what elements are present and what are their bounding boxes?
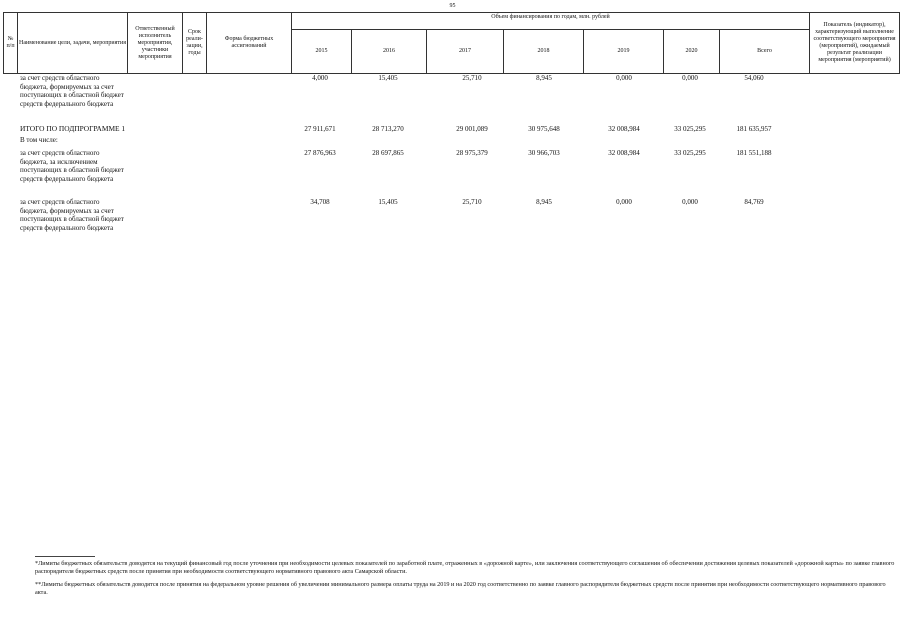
cell-2017: 25,710 bbox=[462, 74, 482, 82]
header-indicator: Показатель (индикатор), характеризующий выполнение соответствующего мероприятия (мероприятий), ожидаемый результат реализации мероприятия (мероприятий) bbox=[810, 13, 900, 74]
page-number: 95 bbox=[449, 3, 456, 9]
header-no: № п/п bbox=[4, 13, 18, 74]
cell-2016: 28 713,270 bbox=[372, 125, 404, 133]
footnote-1: *Лимиты бюджетных обязательств доводятся на текущий финансовый год после уточнения при необходимости целевых показателей по заработной плате, отраженных в «дорожной карте», или заключения соответствующего соглашения об обеспечении достижения целевых показателей «дорожной карты» по заявке главного распорядителя бюджетных средств после принятия при необходимости соответствующего нормативного правового акта Самарской области. bbox=[35, 560, 895, 575]
cell-total: 54,060 bbox=[744, 74, 764, 82]
header-term: Срок реали-зации, годы bbox=[183, 13, 207, 74]
cell-2020: 33 025,295 bbox=[674, 125, 706, 133]
table-row bbox=[3, 198, 899, 248]
cell-2017: 25,710 bbox=[462, 198, 482, 206]
cell-2017: 29 001,089 bbox=[456, 125, 488, 133]
cell-2015: 27 876,963 bbox=[304, 149, 336, 157]
row-label: ИТОГО ПО ПОДПРОГРАММЕ 1 bbox=[20, 124, 126, 133]
header-year-2020: 2020 bbox=[664, 30, 720, 74]
header-year-2018: 2018 bbox=[504, 30, 584, 74]
cell-2015: 34,708 bbox=[310, 198, 330, 206]
cell-2018: 8,945 bbox=[536, 74, 552, 82]
header-year-2019: 2019 bbox=[584, 30, 664, 74]
cell-2020: 0,000 bbox=[682, 198, 698, 206]
table-row bbox=[3, 136, 899, 146]
cell-2018: 8,945 bbox=[536, 198, 552, 206]
header-total: Всего bbox=[720, 30, 810, 74]
header-year-2016: 2016 bbox=[352, 30, 427, 74]
row-label: за счет средств областного бюджета, формируемых за счет поступающих в областной бюджет средств федерального бюджета bbox=[20, 74, 124, 108]
cell-2019: 32 008,984 bbox=[608, 149, 640, 157]
header-year-2015: 2015 bbox=[292, 30, 352, 74]
cell-2016: 15,405 bbox=[378, 198, 398, 206]
cell-2018: 30 966,703 bbox=[528, 149, 560, 157]
cell-2019: 0,000 bbox=[616, 198, 632, 206]
cell-2018: 30 975,648 bbox=[528, 125, 560, 133]
table-header bbox=[3, 12, 900, 74]
header-responsible: Ответственный исполнитель мероприятия, участники мероприятия bbox=[128, 13, 183, 74]
cell-2015: 4,000 bbox=[312, 74, 328, 82]
cell-2016: 15,405 bbox=[378, 74, 398, 82]
row-label: за счет средств областного бюджета, формируемых за счет поступающих в областной бюджет средств федерального бюджета bbox=[20, 198, 124, 232]
cell-2019: 0,000 bbox=[616, 74, 632, 82]
cell-2019: 32 008,984 bbox=[608, 125, 640, 133]
cell-total: 84,769 bbox=[744, 198, 764, 206]
footnotes bbox=[35, 560, 895, 602]
row-label: за счет средств областного бюджета, за исключением поступающих в областной бюджет средств федерального бюджета bbox=[20, 149, 124, 183]
row-label: В том числе: bbox=[20, 136, 58, 144]
table-row bbox=[3, 149, 899, 199]
cell-total: 181 635,957 bbox=[736, 125, 772, 133]
header-name: Наименование цели, задачи, мероприятия bbox=[18, 13, 128, 74]
cell-2017: 28 975,379 bbox=[456, 149, 488, 157]
footnote-divider bbox=[35, 556, 95, 557]
header-volume: Объем финансирования по годам, млн. рублей bbox=[292, 13, 810, 30]
header-form: Форма бюджетных ассигнований bbox=[207, 13, 292, 74]
cell-total: 181 551,188 bbox=[736, 149, 772, 157]
table-row bbox=[3, 125, 899, 135]
footnote-2: **Лимиты бюджетных обязательств доводятся после принятия на федеральном уровне решения об увеличении минимального размера оплаты труда на 2019 и на 2020 год соответственно по заявке главного распорядителя бюджетных средств после принятия при необходимости соответствующего нормативного правового акта. bbox=[35, 581, 886, 596]
table-row bbox=[3, 74, 899, 118]
header-year-2017: 2017 bbox=[427, 30, 504, 74]
cell-2020: 0,000 bbox=[682, 74, 698, 82]
cell-2020: 33 025,295 bbox=[674, 149, 706, 157]
cell-2015: 27 911,671 bbox=[304, 125, 336, 133]
cell-2016: 28 697,865 bbox=[372, 149, 404, 157]
